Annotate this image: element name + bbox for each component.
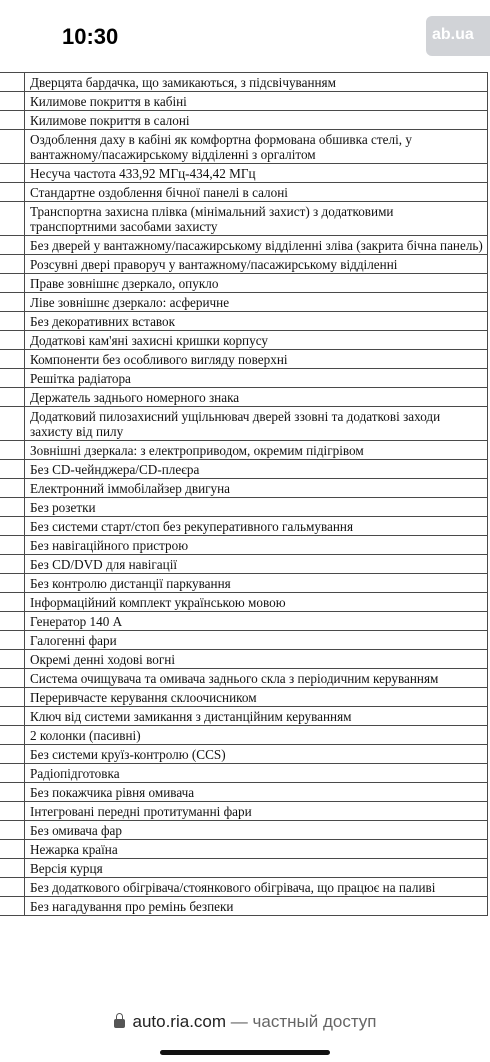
spec-value-cell: Розсувні двері праворуч у вантажному/пасажирському відділенні — [25, 255, 488, 274]
table-row — [0, 631, 488, 650]
spec-value-cell: Компоненти без особливого вигляду поверхні — [25, 350, 488, 369]
spec-value-cell: Додатковий пилозахисний ущільнювач дверей ззовні та додаткові заходи захисту від пилу — [25, 407, 488, 441]
spec-value-cell: Стандартне оздоблення бічної панелі в салоні — [25, 183, 488, 202]
table-row — [0, 255, 488, 274]
site-badge-label: ab.ua — [432, 26, 474, 43]
spec-value-cell: Без омивача фар — [25, 821, 488, 840]
row-index-cell — [0, 441, 25, 460]
row-index-cell — [0, 164, 25, 183]
row-index-cell — [0, 388, 25, 407]
spec-value-cell: Праве зовнішнє дзеркало, опукло — [25, 274, 488, 293]
table-row — [0, 111, 488, 130]
row-index-cell — [0, 183, 25, 202]
spec-value-cell: Без розетки — [25, 498, 488, 517]
row-index-cell — [0, 707, 25, 726]
row-index-cell — [0, 73, 25, 92]
table-row — [0, 555, 488, 574]
spec-value-cell: Без нагадування про ремінь безпеки — [25, 897, 488, 916]
table-row — [0, 441, 488, 460]
table-row — [0, 369, 488, 388]
row-index-cell — [0, 331, 25, 350]
table-row — [0, 726, 488, 745]
row-index-cell — [0, 555, 25, 574]
row-index-cell — [0, 312, 25, 331]
spec-value-cell: Версія курця — [25, 859, 488, 878]
spec-value-cell: Нежарка країна — [25, 840, 488, 859]
table-row — [0, 460, 488, 479]
spec-value-cell: Держатель заднього номерного знака — [25, 388, 488, 407]
row-index-cell — [0, 92, 25, 111]
spec-value-cell: Інформаційний комплект українською мовою — [25, 593, 488, 612]
row-index-cell — [0, 130, 25, 164]
row-index-cell — [0, 745, 25, 764]
spec-value-cell: 2 колонки (пасивні) — [25, 726, 488, 745]
table-row — [0, 130, 488, 164]
table-row — [0, 236, 488, 255]
spec-table — [0, 72, 488, 916]
table-row — [0, 202, 488, 236]
lock-icon — [114, 1019, 125, 1028]
row-index-cell — [0, 460, 25, 479]
spec-value-cell: Без покажчика рівня омивача — [25, 783, 488, 802]
row-index-cell — [0, 821, 25, 840]
row-index-cell — [0, 669, 25, 688]
table-row — [0, 574, 488, 593]
row-index-cell — [0, 631, 25, 650]
table-row — [0, 707, 488, 726]
table-row — [0, 517, 488, 536]
spec-value-cell: Килимове покриття в салоні — [25, 111, 488, 130]
row-index-cell — [0, 612, 25, 631]
spec-value-cell: Зовнішні дзеркала: з електроприводом, окремим підігрівом — [25, 441, 488, 460]
spec-value-cell: Ліве зовнішнє дзеркало: асферичне — [25, 293, 488, 312]
table-row — [0, 821, 488, 840]
spec-value-cell: Решітка радіатора — [25, 369, 488, 388]
table-row — [0, 293, 488, 312]
table-row — [0, 764, 488, 783]
table-row — [0, 274, 488, 293]
row-index-cell — [0, 897, 25, 916]
spec-value-cell: Килимове покриття в кабіні — [25, 92, 488, 111]
url-separator: — — [230, 1012, 248, 1031]
status-time: 10:30 — [62, 24, 119, 49]
spec-value-cell: Без дверей у вантажному/пасажирському відділенні зліва (закрита бічна панель) — [25, 236, 488, 255]
row-index-cell — [0, 517, 25, 536]
row-index-cell — [0, 574, 25, 593]
table-row — [0, 897, 488, 916]
spec-value-cell: Транспортна захисна плівка (мінімальний захист) з додатковими транспортними засобами захисту — [25, 202, 488, 236]
table-row — [0, 878, 488, 897]
spec-value-cell: Генератор 140 А — [25, 612, 488, 631]
spec-value-cell: Без навігаційного пристрою — [25, 536, 488, 555]
table-row — [0, 479, 488, 498]
table-row — [0, 593, 488, 612]
row-index-cell — [0, 350, 25, 369]
spec-value-cell: Ключ від системи замикання з дистанційним керуванням — [25, 707, 488, 726]
table-row — [0, 350, 488, 369]
url-display[interactable] — [0, 1012, 490, 1032]
table-row — [0, 407, 488, 441]
table-row — [0, 312, 488, 331]
table-row — [0, 612, 488, 631]
spec-value-cell: Галогенні фари — [25, 631, 488, 650]
row-index-cell — [0, 274, 25, 293]
table-row — [0, 859, 488, 878]
row-index-cell — [0, 255, 25, 274]
spec-value-cell: Додаткові кам'яні захисні кришки корпусу — [25, 331, 488, 350]
spec-value-cell: Без контролю дистанції паркування — [25, 574, 488, 593]
spec-value-cell: Дверцята бардачка, що замикаються, з підсвічуванням — [25, 73, 488, 92]
table-row — [0, 669, 488, 688]
row-index-cell — [0, 726, 25, 745]
table-row — [0, 183, 488, 202]
spec-value-cell: Оздоблення даху в кабіні як комфортна формована обшивка стелі, у вантажному/пасажирському відділенні з оргалітом — [25, 130, 488, 164]
row-index-cell — [0, 202, 25, 236]
row-index-cell — [0, 111, 25, 130]
spec-value-cell: Інтегровані передні протитуманні фари — [25, 802, 488, 821]
row-index-cell — [0, 236, 25, 255]
row-index-cell — [0, 498, 25, 517]
row-index-cell — [0, 688, 25, 707]
table-row — [0, 498, 488, 517]
spec-value-cell: Без CD/DVD для навігації — [25, 555, 488, 574]
spec-value-cell: Без додаткового обігрівача/стоянкового обігрівача, що працює на паливі — [25, 878, 488, 897]
row-index-cell — [0, 650, 25, 669]
url-access-label: частный доступ — [252, 1012, 377, 1031]
spec-value-cell: Переривчасте керування склоочисником — [25, 688, 488, 707]
table-row — [0, 331, 488, 350]
table-row — [0, 536, 488, 555]
spec-value-cell: Без системи круїз-контролю (CCS) — [25, 745, 488, 764]
row-index-cell — [0, 369, 25, 388]
url-domain: auto.ria.com — [132, 1012, 227, 1031]
spec-value-cell: Електронний іммобілайзер двигуна — [25, 479, 488, 498]
table-row — [0, 92, 488, 111]
row-index-cell — [0, 783, 25, 802]
row-index-cell — [0, 764, 25, 783]
row-index-cell — [0, 536, 25, 555]
row-index-cell — [0, 479, 25, 498]
row-index-cell — [0, 840, 25, 859]
spec-value-cell: Без системи старт/стоп без рекуперативного гальмування — [25, 517, 488, 536]
table-row — [0, 802, 488, 821]
spec-value-cell: Несуча частота 433,92 МГц-434,42 МГц — [25, 164, 488, 183]
row-index-cell — [0, 802, 25, 821]
spec-table-body — [0, 73, 488, 916]
table-row — [0, 840, 488, 859]
table-row — [0, 688, 488, 707]
row-index-cell — [0, 593, 25, 612]
table-row — [0, 745, 488, 764]
spec-value-cell: Радіопідготовка — [25, 764, 488, 783]
browser-address-bar[interactable] — [0, 1000, 490, 1062]
table-row — [0, 73, 488, 92]
spec-value-cell: Окремі денні ходові вогні — [25, 650, 488, 669]
spec-value-cell: Система очищувача та омивача заднього скла з періодичним керуванням — [25, 669, 488, 688]
home-indicator[interactable] — [160, 1050, 330, 1055]
row-index-cell — [0, 859, 25, 878]
table-row — [0, 783, 488, 802]
row-index-cell — [0, 878, 25, 897]
spec-value-cell: Без CD-чейнджера/CD-плеєра — [25, 460, 488, 479]
table-row — [0, 164, 488, 183]
spec-value-cell: Без декоративних вставок — [25, 312, 488, 331]
table-row — [0, 650, 488, 669]
site-badge[interactable] — [426, 16, 490, 56]
row-index-cell — [0, 407, 25, 441]
table-row — [0, 388, 488, 407]
status-bar — [0, 0, 490, 72]
row-index-cell — [0, 293, 25, 312]
